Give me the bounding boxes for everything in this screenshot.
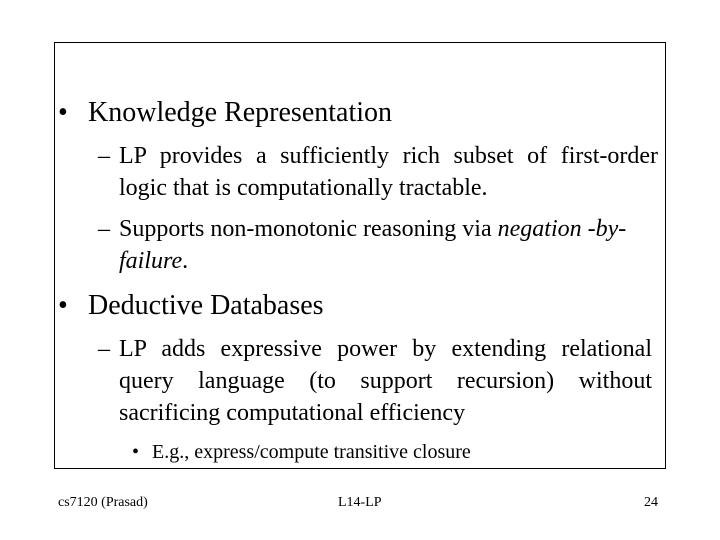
dash-icon: – [98, 216, 110, 242]
sub-bullet-text [98, 213, 658, 277]
footer-course: cs7120 (Prasad) [58, 495, 148, 510]
sub-bullet-text: LP adds expressive power by extending relational query language (to support recursion) without sacrificing computational efficiency [119, 336, 652, 426]
bullet-dot-icon: • [132, 441, 140, 463]
bullet-title: Knowledge Representation [88, 97, 393, 128]
sub-bullet-text: LP provides a sufficiently rich subset of first-order logic that is computationally tractable. [119, 143, 658, 201]
footer-lecture: L14-LP [338, 495, 382, 510]
footer-page-number: 24 [644, 495, 658, 510]
sub-bullet-lp-provides [98, 140, 658, 204]
sub-bullet-text-italic: negation -by-failure [119, 216, 627, 274]
bullet-deductive-databases [58, 290, 324, 322]
bullet-dot-icon: • [58, 290, 68, 321]
sub-bullet-text-after: . [182, 248, 189, 274]
dash-icon: – [98, 143, 110, 169]
bullet-knowledge-representation [58, 97, 392, 129]
sub-bullet-text-before: Supports non-monotonic reasoning via [119, 216, 498, 242]
sub-bullet-lp-adds [98, 333, 652, 429]
sub-sub-bullet-transitive-closure [132, 440, 471, 464]
bullet-title: Deductive Databases [88, 290, 324, 321]
sub-bullet-non-monotonic [98, 213, 658, 277]
dash-icon: – [98, 336, 110, 362]
sub-sub-bullet-text: E.g., express/compute transitive closure [152, 441, 471, 463]
bullet-dot-icon: • [58, 97, 68, 128]
